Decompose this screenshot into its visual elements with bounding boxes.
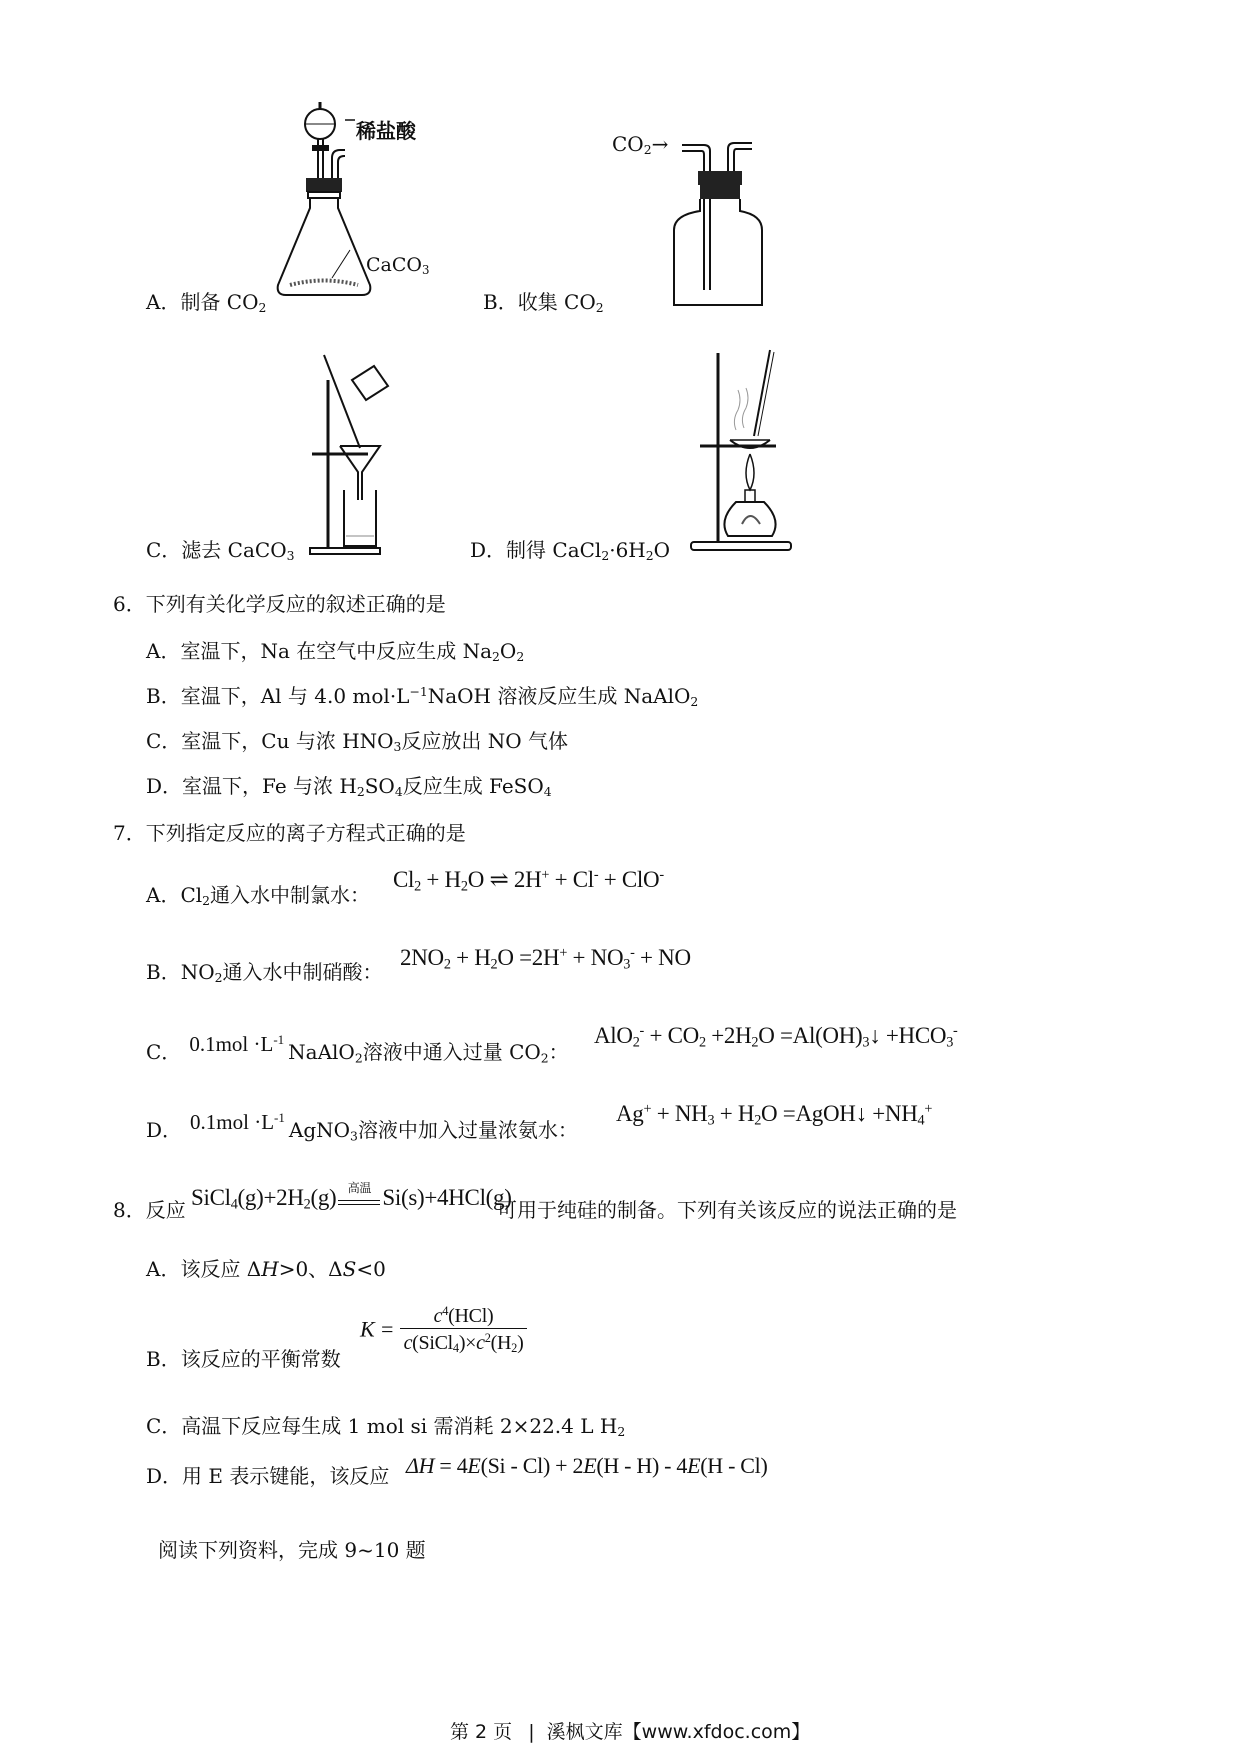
question-8-option-a: A．该反应 ΔH>0、ΔS<0 (146, 1257, 386, 1281)
page-number: 第 2 页 (450, 1721, 513, 1743)
question-6-option-d: D．室温下，Fe 与浓 $H_2SO_4$反应生成 FeSO$_4$ (146, 774, 552, 800)
question-6-stem: 6．下列有关化学反应的叙述正确的是 (113, 592, 446, 616)
option-5d-label: D．制得 $CaCl_2\cdot 6H_2O$ (470, 538, 671, 564)
label-co2-inlet: $CO_2\to$ (612, 132, 669, 158)
apparatus-d-figure (686, 348, 791, 558)
equation-7a: $Cl_2 + H_2O$ ⇌ 2H+ + Cl- + ClO- (393, 867, 664, 895)
equation-8b: K = $\frac{c^4(HCl)}{c(SiCl_4)\times c^2(H_2)}$ (360, 1305, 527, 1354)
question-6-option-b: B．室温下，Al 与 4.0 $mol\cdot L^{-1}NaOH$ 溶液反应生成 NaAlO$_2$ (146, 684, 699, 710)
label-dilute-hcl: 稀盐酸 (356, 119, 416, 143)
question-7-option-b: B．$NO_2$通入水中制硝酸： (146, 960, 383, 986)
question-6-option-a: A．室温下，Na 在空气中反应生成 $Na_2O_2$ (146, 639, 525, 665)
apparatus-c-figure (300, 350, 400, 560)
question-8-stem: 8．反应 (113, 1198, 186, 1222)
question-8-option-c: C．高温下反应每生成 1 mol si 需消耗 2×22.4 L $H_2$ (146, 1414, 626, 1440)
question-7-option-d: D． $0.1mol \cdot L^{-1}AgNO_3$溶液中加入过量浓氨水： (146, 1110, 578, 1144)
option-5c-label: C．滤去 CaCO$_3$ (146, 538, 295, 564)
equation-7d: $Ag^+ + NH_3 + H_2O$ =AgOH↓ $+NH_4^+$ (616, 1101, 933, 1129)
reading-instruction: 阅读下列资料，完成 9~10 题 (158, 1538, 426, 1562)
question-8-stem-rest: 可用于纯硅的制备。下列有关该反应的说法正确的是 (497, 1198, 957, 1222)
apparatus-b-figure (672, 135, 772, 310)
question-7-stem: 7．下列指定反应的离子方程式正确的是 (113, 821, 466, 845)
question-7-option-a: A．$Cl_2$通入水中制氯水： (146, 883, 371, 909)
label-caco3: CaCO$_3$ (366, 254, 430, 277)
question-7-option-c: C． $0.1mol \cdot L^{-1}NaAlO_2$溶液中通入过量 $CO_2$： (146, 1032, 569, 1066)
equation-7b: $2NO_2 + H_2O =2H^+ + NO_3^-$ + NO (400, 945, 691, 973)
option-5b-label: B．收集 $CO_2$ (483, 290, 604, 316)
footer-site-link[interactable]: 溪枫文库【www.xfdoc.com】 (546, 1721, 811, 1743)
page-footer (450, 1723, 810, 1742)
option-5a-label: A．制备 $CO_2$ (146, 290, 267, 316)
equation-8: $SiCl_4(g)+2H_2(g)$ 高温 Si(s)+4HCl(g) (191, 1181, 512, 1213)
equilibrium-constant-fraction: $\frac{c^4(HCl)}{c(SiCl_4)\times c^2(H_2)}$ (400, 1305, 528, 1354)
equation-8d: ΔH = 4E(Si - Cl) + 2E(H - H) - 4E(H - Cl) (406, 1453, 768, 1478)
question-8-option-d: D．用 E 表示键能，该反应 (146, 1464, 390, 1488)
question-8-option-b: B．该反应的平衡常数 (146, 1347, 341, 1371)
equation-7c: $AlO_2^- + CO_2 +2H_2O$ $=Al(OH)_3↓ +HCO_3^-$ (594, 1023, 958, 1051)
question-6-option-c: C．室温下，Cu 与浓 $HNO_3$反应放出 NO 气体 (146, 729, 569, 755)
footer-separator: | (528, 1721, 535, 1743)
